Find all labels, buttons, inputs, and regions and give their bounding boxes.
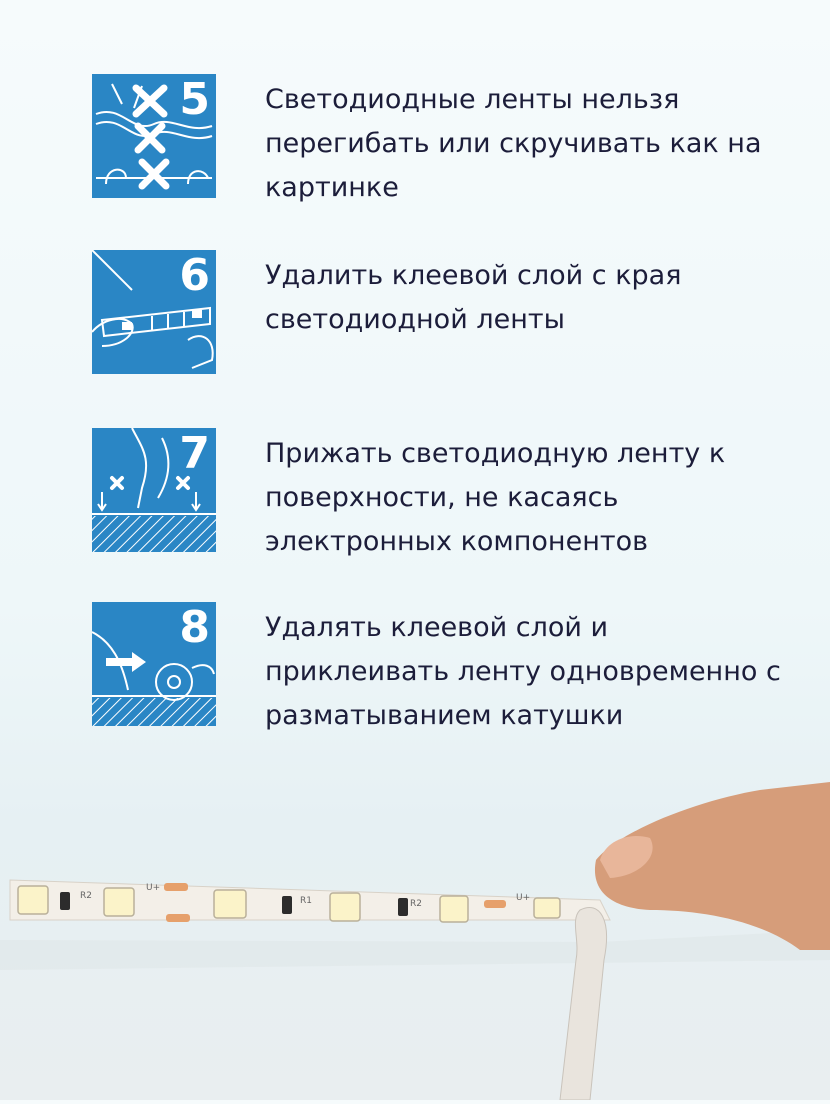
step-number: 5: [179, 74, 210, 125]
copper-pad: [164, 883, 188, 891]
led-chip: [104, 888, 134, 916]
step-number: 8: [179, 602, 210, 653]
led-label: R2: [80, 891, 92, 901]
led-chip: [214, 890, 246, 918]
press-strip-icon: [92, 428, 216, 552]
step-number: 6: [179, 250, 210, 301]
step-text: Светодиодные ленты нельзя перегибать или скручивать как на картинке: [265, 84, 762, 203]
led-chip: [330, 893, 360, 921]
led-label: U+: [146, 883, 161, 893]
led-chip: [440, 896, 468, 922]
resistor: [60, 892, 70, 910]
led-chip: [534, 898, 560, 918]
peel-adhesive-icon: [92, 250, 216, 374]
step-text: Прижать светодиодную ленту к поверхности, не касаясь электронных компонентов: [265, 438, 726, 557]
instruction-step-8: [92, 602, 792, 732]
instruction-step-5: [92, 74, 792, 204]
unroll-reel-icon: [92, 602, 216, 726]
led-label: R2: [410, 899, 422, 909]
copper-pad: [166, 914, 190, 922]
no-bend-no-twist-icon: [92, 74, 216, 198]
backing-tape: [560, 907, 607, 1100]
led-strip-photo: [0, 760, 830, 1100]
led-label: U+: [516, 893, 531, 903]
resistor: [282, 896, 292, 914]
step-number: 7: [179, 428, 210, 479]
resistor: [398, 898, 408, 916]
instruction-step-6: [92, 250, 792, 380]
step-text: Удалять клеевой слой и приклеивать ленту одновременно с разматыванием катушки: [265, 612, 781, 731]
instruction-step-7: [92, 428, 792, 558]
step-text: Удалить клеевой слой с края светодиодной ленты: [265, 260, 682, 335]
led-label: R1: [300, 896, 312, 906]
copper-pad: [484, 900, 506, 908]
led-chip: [18, 886, 48, 914]
